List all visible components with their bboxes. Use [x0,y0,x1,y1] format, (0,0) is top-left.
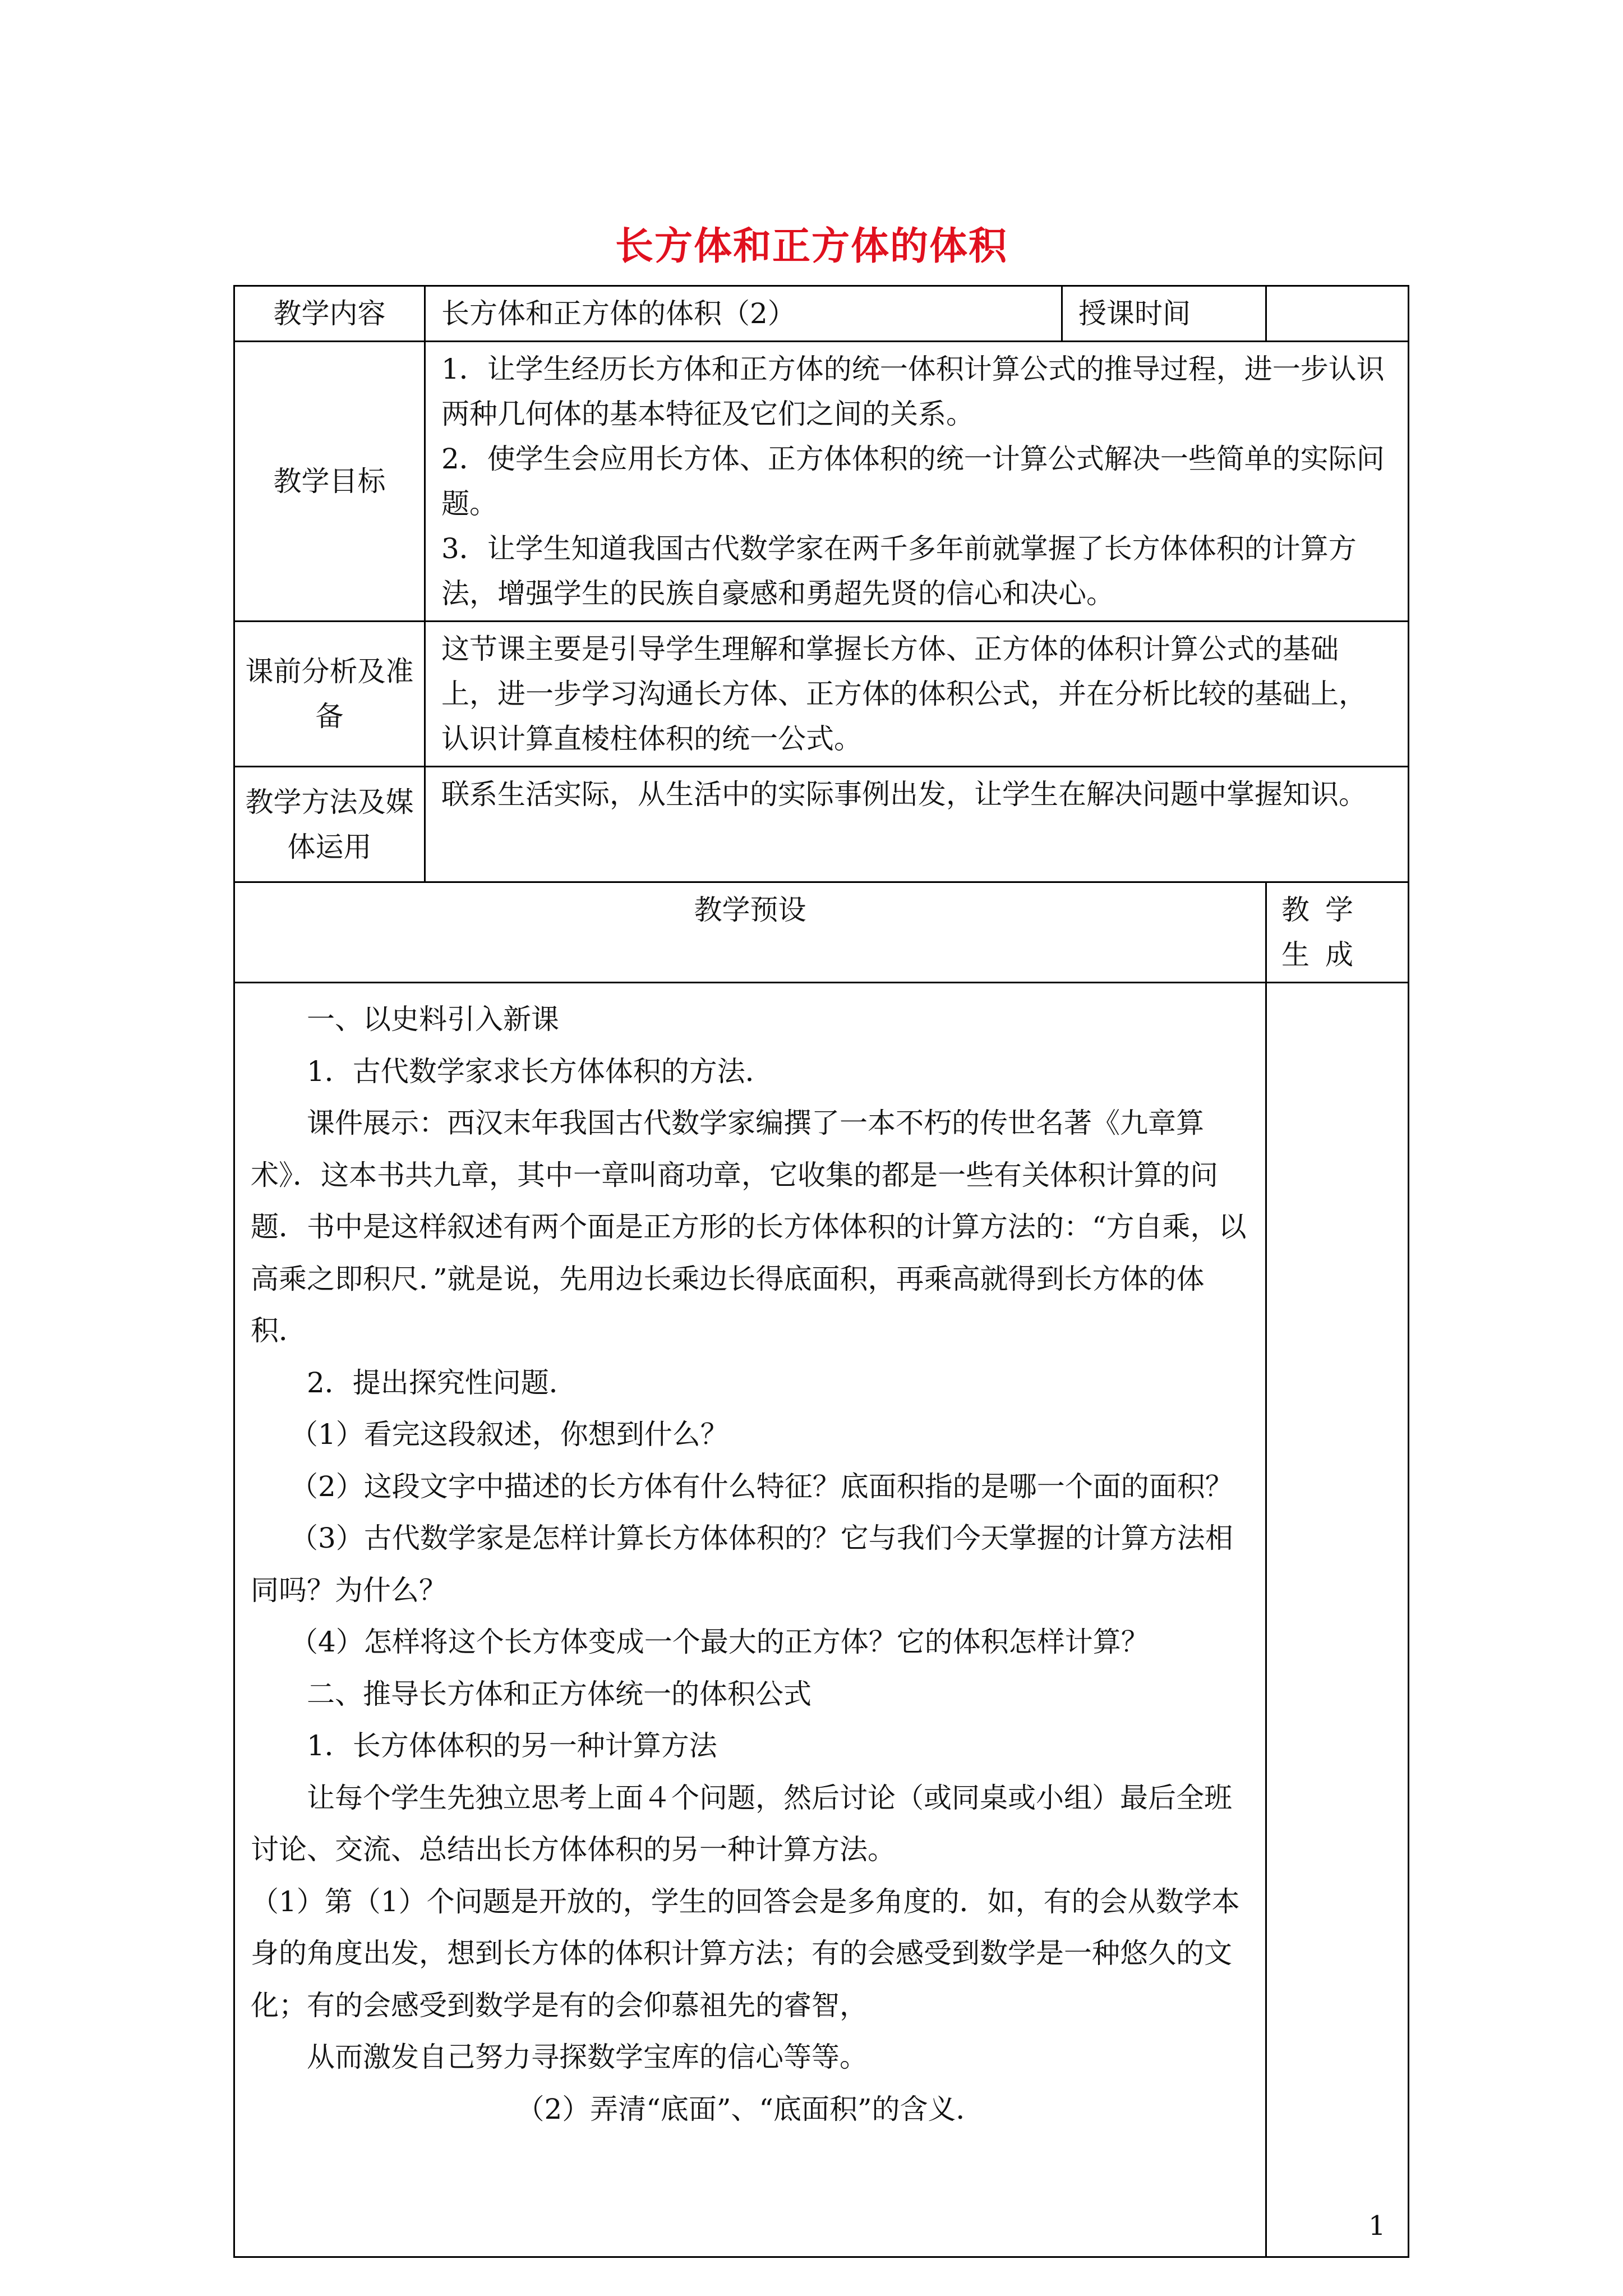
page-number: 1 [1368,2210,1386,2242]
body-paragraph: 让每个学生先独立思考上面４个问题，然后讨论（或同桌或小组）最后全班讨论、交流、总结出长方体体积的另一种计算方法。 [251,1781,1232,1866]
body-paragraph: （2）弄清“底面”、“底面积”的含义． [516,2092,984,2125]
analysis-label: 课前分析及准备 [234,622,425,767]
time-value [1266,286,1409,342]
body-paragraph: 1．古代数学家求长方体体积的方法． [307,1055,773,1088]
body-paragraph: 1．长方体体积的另一种计算方法 [307,1729,717,1762]
methods-label: 教学方法及媒体运用 [234,767,425,882]
objectives-cell [425,342,1409,622]
objectives-label: 教学目标 [234,342,425,622]
body-paragraph: 课件展示：西汉末年我国古代数学家编撰了一本不朽的传世名著《九章算术》．这本书共九章，其中一章叫商功章，它收集的都是一些有关体积计算的问题．书中是这样叙述有两个面是正方形的长方体体积的计算方法的：“方自乘，以高乘之即积尺．”就是说，先用边长乘边长得底面积，再乘高就得到长方体的体积． [251,1107,1247,1347]
content-value: 长方体和正方体的体积（2） [425,286,1062,342]
generate-cell [1266,983,1409,2257]
lesson-plan-table [233,285,1409,2258]
question-item: （4）怎样将这个长方体变成一个最大的正方体？它的体积怎样计算？ [290,1626,1149,1658]
question-item: （1）看完这段叙述，你想到什么？ [290,1418,728,1451]
body-paragraph: 从而激发自己努力寻探数学宝库的信心等等。 [307,2041,868,2073]
section-heading: 一、以史料引入新课 [307,1003,559,1036]
document-title: 长方体和正方体的体积 [615,224,1008,269]
content-label: 教学内容 [234,286,425,342]
lesson-body [234,983,1266,2257]
body-paragraph: （1）第（1）个问题是开放的，学生的回答会是多角度的．如，有的会从数学本身的角度出发，想到长方体的体积计算方法；有的会感受到数学是一种悠久的文化；有的会感受到数学是有的会仰慕祖先的睿智， [251,1885,1240,2022]
objective-item: 2．使学生会应用长方体、正方体体积的统一计算公式解决一些简单的实际问题。 [441,443,1385,520]
objective-item: 3．让学生知道我国古代数学家在两千多年前就掌握了长方体体积的计算方法，增强学生的民族自豪感和勇超先贤的信心和决心。 [441,532,1357,610]
time-label: 授课时间 [1062,286,1266,342]
question-item: （3）古代数学家是怎样计算长方体体积的？它与我们今天掌握的计算方法相同吗？为什么？ [251,1522,1233,1607]
analysis-text: 这节课主要是引导学生理解和掌握长方体、正方体的体积计算公式的基础上，进一步学习沟通长方体、正方体的体积公式，并在分析比较的基础上，认识计算直棱柱体积的统一公式。 [425,622,1409,767]
section-heading: 二、推导长方体和正方体统一的体积公式 [307,1677,811,1710]
preset-header: 教学预设 [234,882,1266,983]
generate-header: 教学生成 [1266,882,1409,983]
body-paragraph: 2．提出探究性问题． [307,1366,577,1399]
objective-item: 1．让学生经历长方体和正方体的统一体积计算公式的推导过程，进一步认识两种几何体的基本特征及它们之间的关系。 [441,353,1385,430]
methods-text: 联系生活实际，从生活中的实际事例出发，让学生在解决问题中掌握知识。 [425,767,1409,882]
question-item: （2）这段文字中描述的长方体有什么特征？底面积指的是哪一个面的面积？ [290,1470,1233,1503]
